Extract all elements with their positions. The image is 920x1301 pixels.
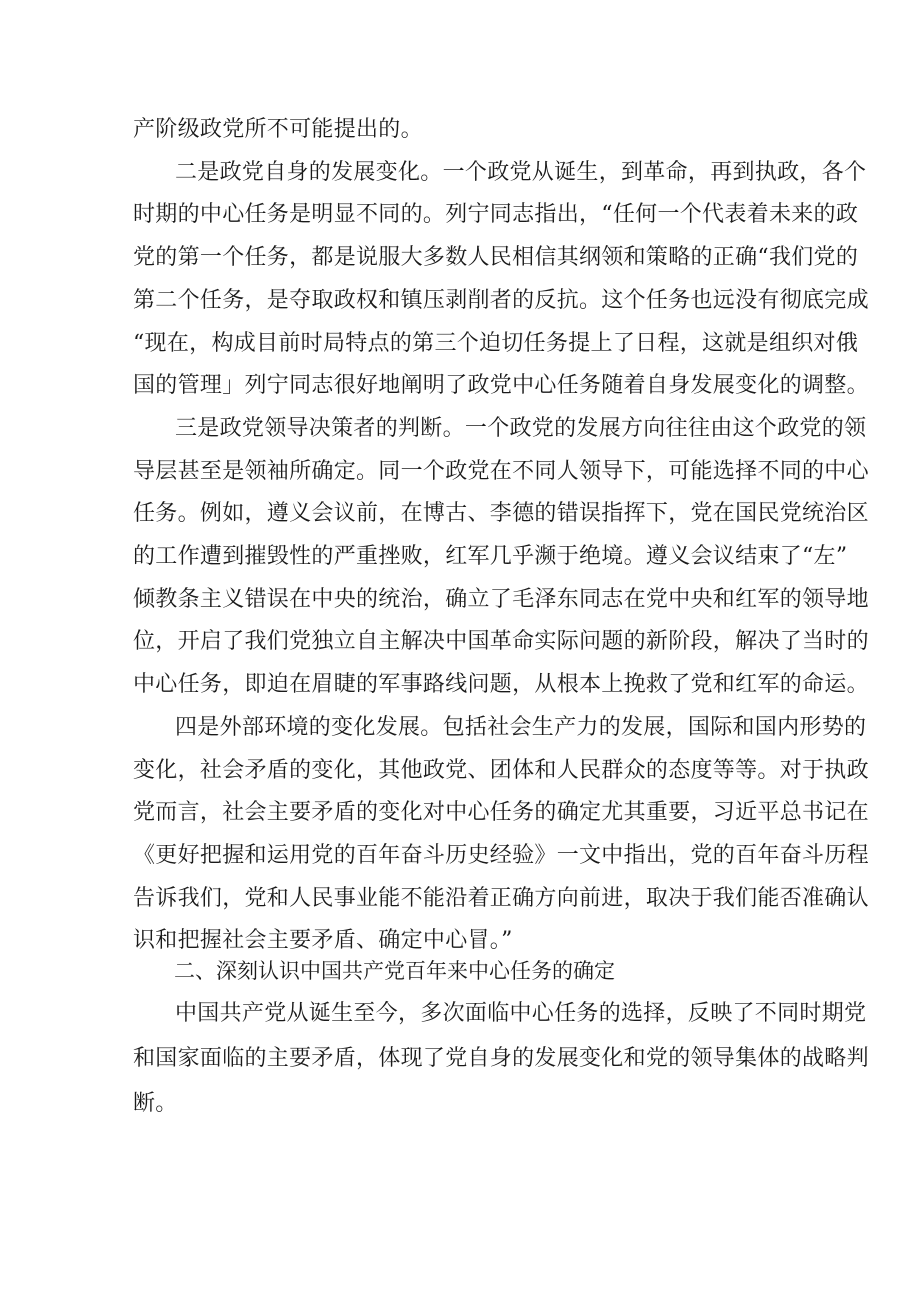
text-line: 位，开启了我们党独立自主解决中国革命实际问题的新阶段，解决了当时的 [133,629,869,655]
section-heading: 二、深刻认识中国共产党百年来中心任务的确定 [174,959,615,983]
text-line: 党的第一个任务，都是说服大多数人民相信其纲领和策略的正确“我们党的 [133,245,859,271]
text-line: 党而言，社会主要矛盾的变化对中心任务的确定尤其重要，习近平总书记在 [133,800,869,826]
text-line: 三是政党领导决策者的判断。一个政党的发展方向往往由这个政党的领 [175,415,867,441]
text-line: 第二个任务，是夺取政权和镇压剥削者的反抗。这个任务也远没有彻底完成 [133,287,869,313]
text-line: 变化，社会矛盾的变化，其他政党、团体和人民群众的态度等等。对于执政 [133,757,869,783]
text-line: 《更好把握和运用党的百年奋斗历史经验》一文中指出，党的百年奋斗历程 [133,842,869,868]
text-line: 的工作遭到摧毁性的严重挫败，红军几乎濒于绝境。遵义会议结束了“左” [133,544,848,569]
text-line: 任务。例如，遵义会议前，在博古、李德的错误指挥下，党在国民党统治区 [133,501,869,527]
text-line: 导层甚至是领袖所确定。同一个政党在不同人领导下，可能选择不同的中心 [133,458,869,484]
text-line: 识和把握社会主要矛盾、确定中心冒。” [133,928,513,954]
text-line: 倾教条主义错误在中央的统治，确立了毛泽东同志在党中央和红军的领导地 [133,586,869,612]
text-line: 断。 [133,1091,178,1116]
text-line: 二是政党自身的发展变化。一个政党从诞生，到革命，再到执政，各个 [175,159,867,185]
text-line: 中国共产党从诞生至今，多次面临中心任务的选择，反映了不同时期党 [175,1001,867,1026]
text-line: 中心任务，即迫在眉睫的军事路线问题，从根本上挽救了党和红军的命运。 [133,672,869,698]
text-line: 四是外部环境的变化发展。包括社会生产力的发展，国际和国内形势的 [175,714,867,740]
text-line: 时期的中心任务是明显不同的。列宁同志指出，“任何一个代表着未来的政 [133,202,859,228]
text-line: 和国家面临的主要矛盾，体现了党自身的发展变化和党的领导集体的战略判 [133,1046,869,1071]
text-line: 告诉我们，党和人民事业能不能沿着正确方向前进，取决于我们能否准确认 [133,885,869,911]
text-line: “现在，构成目前时局特点的第三个迫切任务提上了日程，这就是组织对俄 [133,330,859,356]
text-line: 国的管理」列宁同志很好地阐明了政党中心任务随着自身发展变化的调整。 [133,373,869,399]
text-line: 产阶级政党所不可能提出的。 [133,117,423,142]
